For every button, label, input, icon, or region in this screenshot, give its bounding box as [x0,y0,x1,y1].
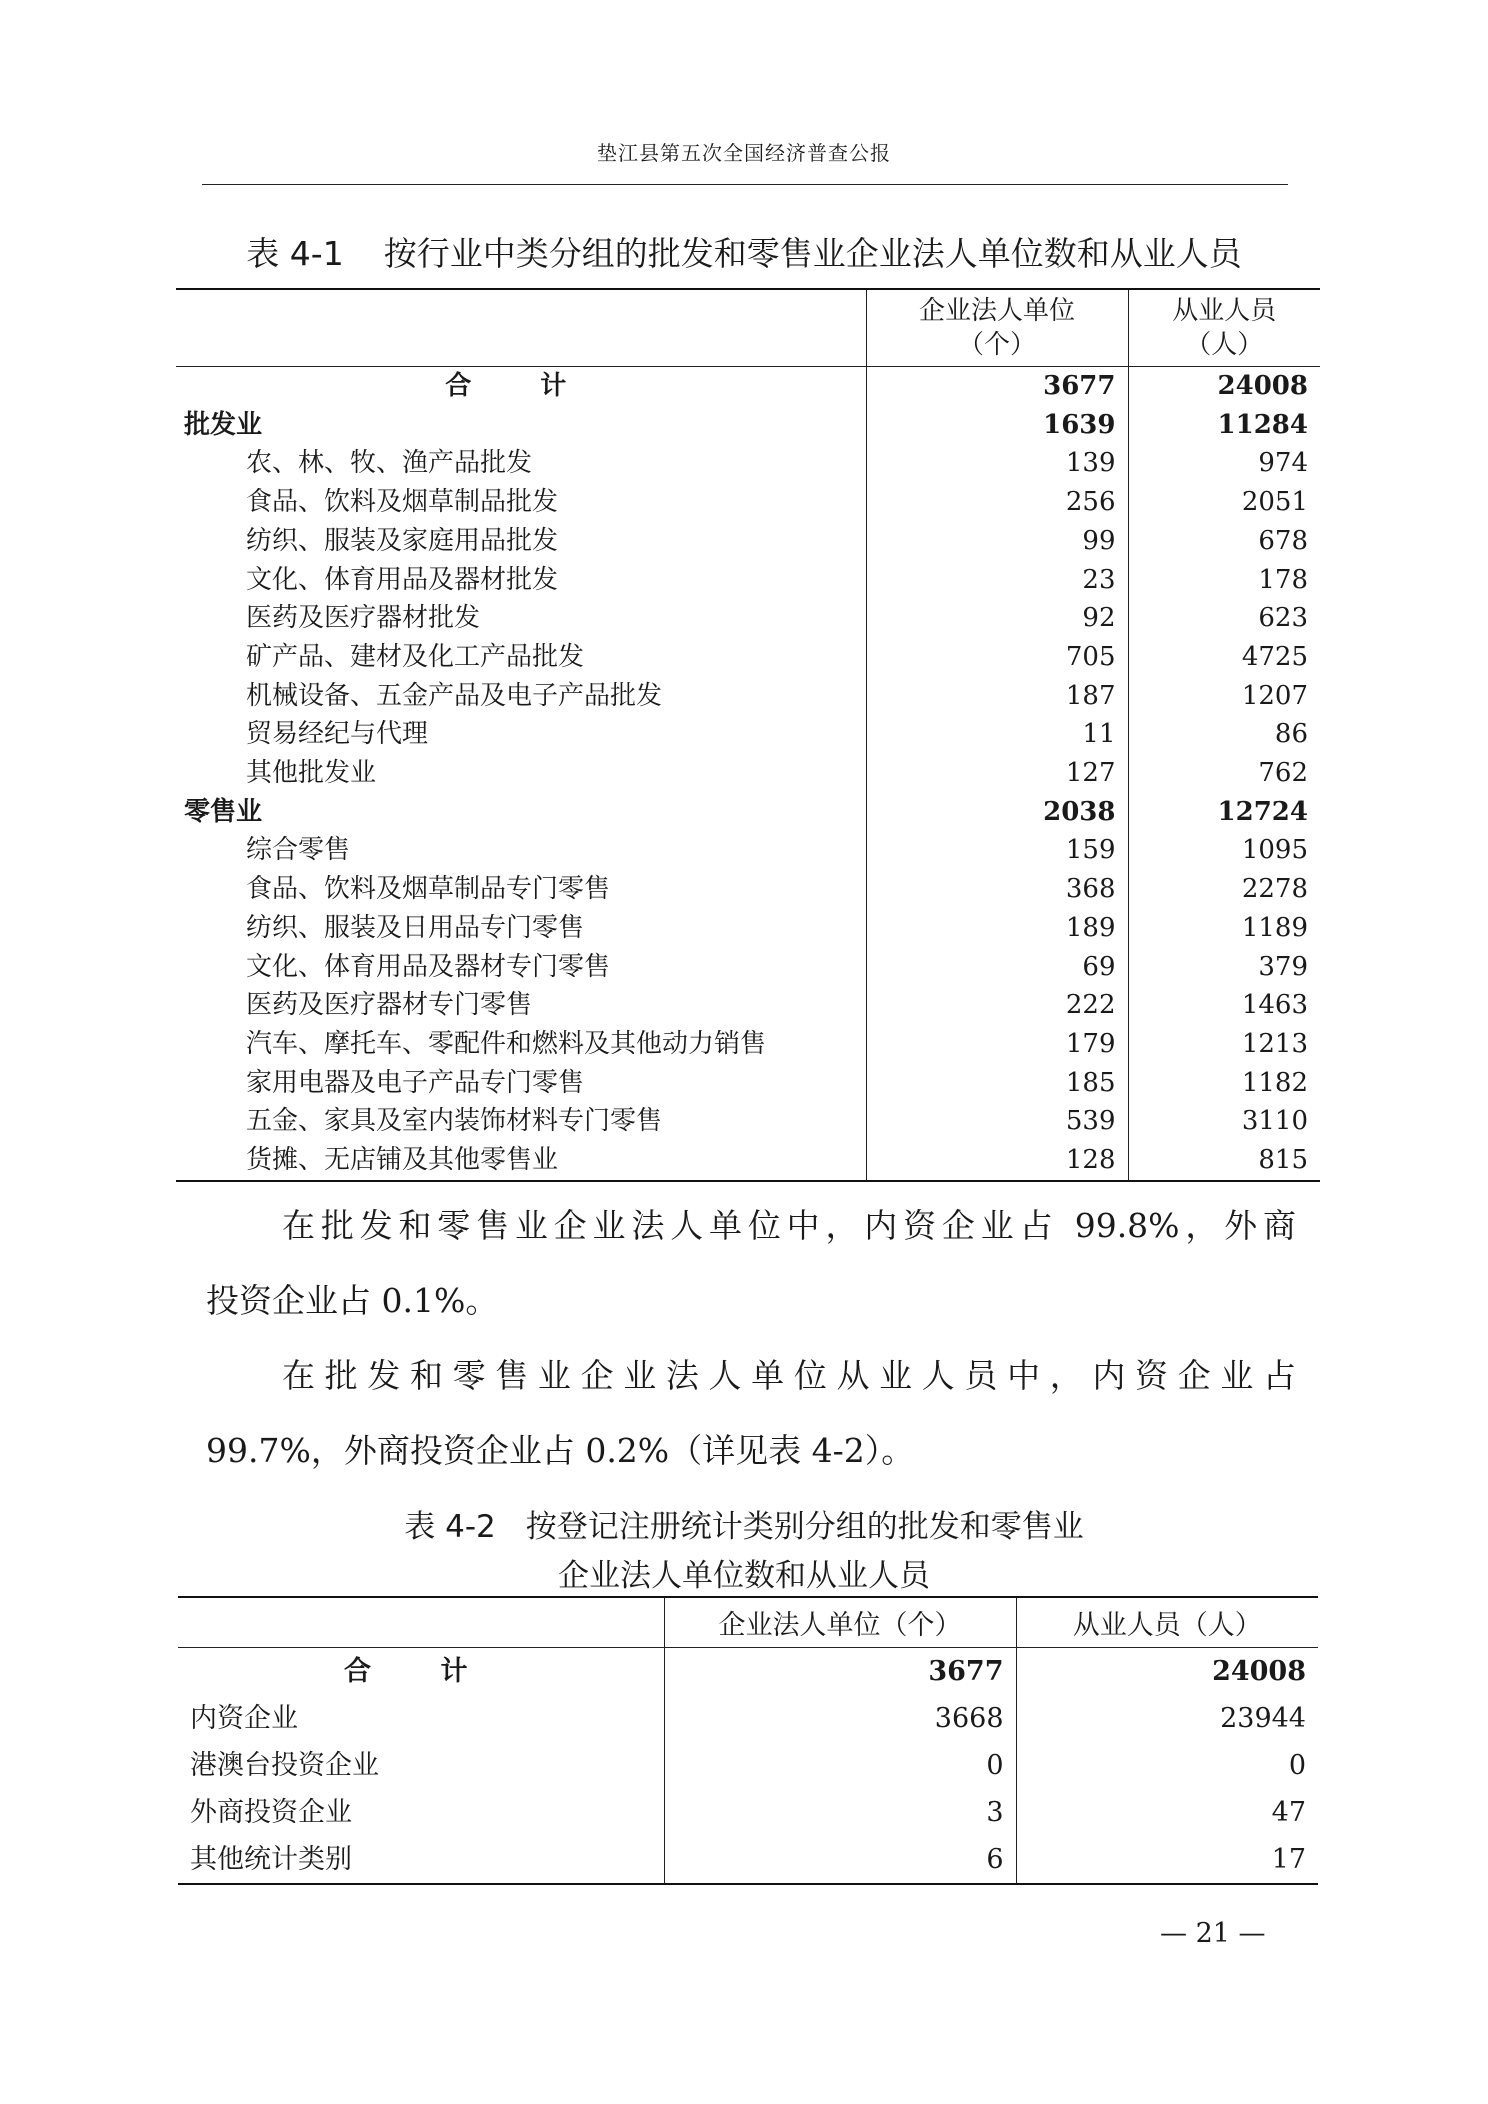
table1-group-row [176,793,1320,832]
row-units: 127 [866,754,1128,793]
table-row [176,909,1320,948]
table-row [176,638,1320,677]
table1-total-persons: 24008 [1217,371,1308,401]
row-persons: 1207 [1241,680,1308,711]
table-row [176,599,1320,638]
table1-group-name: 零售业 [176,793,866,832]
table1-header-persons-line1: 从业人员 [1172,296,1277,326]
table2-total-persons: 24008 [1212,1656,1306,1687]
row-persons: 1189 [1241,912,1308,943]
table-row [176,948,1320,987]
row-units: 11 [866,715,1128,754]
row-persons: 23944 [1220,1703,1306,1734]
table2-title-line1: 按登记注册统计类别分组的批发和零售业 [525,1509,1084,1545]
row-name: 内资企业 [178,1695,664,1742]
table-row [176,986,1320,1025]
row-units: 539 [866,1102,1128,1141]
row-units: 222 [866,986,1128,1025]
row-name: 汽车、摩托车、零配件和燃料及其他动力销售 [176,1025,866,1064]
table2-label: 表 4-2 [404,1509,496,1545]
row-persons: 2278 [1241,874,1308,905]
row-units: 6 [664,1836,1016,1884]
table-row [176,1102,1320,1141]
row-name: 矿产品、建材及化工产品批发 [176,638,866,677]
table-row [178,1742,1318,1789]
row-name: 机械设备、五金产品及电子产品批发 [176,677,866,716]
header-rule [202,184,1288,185]
table1-group-units: 1639 [866,406,1128,445]
row-persons: 2051 [1241,487,1308,518]
row-units: 128 [866,1141,1128,1181]
table2-total-units: 3677 [664,1648,1016,1696]
table1-group-units: 2038 [866,793,1128,832]
row-persons: 815 [1258,1145,1308,1176]
row-persons: 762 [1258,758,1308,789]
row-units: 23 [866,561,1128,600]
row-persons: 86 [1274,719,1308,750]
table-row [176,1141,1320,1181]
row-name: 货摊、无店铺及其他零售业 [176,1141,866,1181]
row-persons: 178 [1258,564,1308,595]
table1-title-text: 按行业中类分组的批发和零售业企业法人单位数和从业人员 [383,234,1242,273]
row-persons: 974 [1258,448,1308,479]
table-row [176,1064,1320,1103]
row-name: 贸易经纪与代理 [176,715,866,754]
row-persons: 0 [1288,1750,1306,1781]
row-persons: 47 [1271,1797,1306,1828]
row-persons: 678 [1258,525,1308,556]
table1-group-row [176,406,1320,445]
table-row [176,715,1320,754]
row-units: 187 [866,677,1128,716]
row-name: 医药及医疗器材批发 [176,599,866,638]
table-row [178,1695,1318,1742]
table1-label: 表 4-1 [246,234,344,273]
table-row [178,1836,1318,1884]
row-name: 纺织、服装及家庭用品批发 [176,522,866,561]
paragraph-2-line1: 在批发和零售业企业法人单位从业人员中，内资企业占 [282,1356,1296,1395]
running-head: 垫江县第五次全国经济普查公报 [597,141,891,165]
table1-total-label: 合 计 [176,367,866,406]
paragraph-1-line1: 在批发和零售业企业法人单位中，内资企业占 99.8%，外商 [282,1206,1296,1245]
table2-header-blank [178,1597,664,1648]
table1-header-units-line1: 企业法人单位 [918,296,1075,326]
table-row [176,522,1320,561]
row-units: 69 [866,948,1128,987]
table1-header-units [866,289,1128,367]
paragraph-2 [206,1356,1296,1471]
table-row [176,831,1320,870]
row-persons: 4725 [1241,641,1308,672]
table1-header-blank [176,289,866,367]
row-units: 99 [866,522,1128,561]
row-name: 其他批发业 [176,754,866,793]
table-row [178,1789,1318,1836]
paragraph-2-line2: 99.7%，外商投资企业占 0.2%（详见表 4-2）。 [206,1431,915,1470]
table1-total-row [176,367,1320,406]
table-row [176,677,1320,716]
table-row [176,444,1320,483]
table-row [176,870,1320,909]
page-number: — 21 — [1160,1918,1266,1949]
table1 [176,288,1320,1182]
row-name: 文化、体育用品及器材批发 [176,561,866,600]
row-name: 家用电器及电子产品专门零售 [176,1064,866,1103]
row-name: 文化、体育用品及器材专门零售 [176,948,866,987]
table1-group-name: 批发业 [176,406,866,445]
row-name: 医药及医疗器材专门零售 [176,986,866,1025]
row-name: 食品、饮料及烟草制品批发 [176,483,866,522]
table-row [176,1025,1320,1064]
row-units: 3 [664,1789,1016,1836]
table2-title-line2: 企业法人单位数和从业人员 [558,1558,930,1594]
row-name: 食品、饮料及烟草制品专门零售 [176,870,866,909]
row-units: 705 [866,638,1128,677]
row-persons: 1463 [1241,990,1308,1021]
row-units: 368 [866,870,1128,909]
table2-title [0,1501,1488,1546]
table1-header-persons-line2: （人） [1185,330,1264,360]
row-units: 189 [866,909,1128,948]
row-persons: 17 [1271,1844,1306,1875]
row-units: 139 [866,444,1128,483]
table2-header-persons: 从业人员（人） [1016,1597,1318,1648]
table-row [176,561,1320,600]
paragraph-1-line2: 投资企业占 0.1%。 [206,1281,499,1320]
table2 [178,1596,1318,1885]
table2-total-label: 合 计 [178,1648,664,1696]
row-persons: 1213 [1241,1028,1308,1059]
paragraph-1 [206,1206,1296,1321]
table1-group-persons: 11284 [1217,409,1308,440]
row-persons: 3110 [1241,1106,1308,1137]
row-name: 纺织、服装及日用品专门零售 [176,909,866,948]
row-units: 179 [866,1025,1128,1064]
table1-header-persons [1128,289,1320,367]
row-units: 256 [866,483,1128,522]
row-name: 外商投资企业 [178,1789,664,1836]
table1-total-units: 3677 [866,367,1128,406]
table2-header-units: 企业法人单位（个） [664,1597,1016,1648]
row-units: 3668 [664,1695,1016,1742]
table2-header-row [178,1597,1318,1648]
row-persons: 1095 [1241,835,1308,866]
row-name: 综合零售 [176,831,866,870]
row-units: 92 [866,599,1128,638]
row-name: 其他统计类别 [178,1836,664,1884]
table-row [176,754,1320,793]
row-name: 农、林、牧、渔产品批发 [176,444,866,483]
table1-group-persons: 12724 [1217,796,1308,827]
table2-total-row [178,1648,1318,1696]
row-units: 159 [866,831,1128,870]
row-units: 0 [664,1742,1016,1789]
table-row [176,483,1320,522]
row-persons: 623 [1258,603,1308,634]
row-name: 港澳台投资企业 [178,1742,664,1789]
table1-header-units-line2: （个） [957,330,1036,360]
table1-header-row [176,289,1320,367]
table1-title [0,228,1488,275]
row-name: 五金、家具及室内装饰材料专门零售 [176,1102,866,1141]
row-units: 185 [866,1064,1128,1103]
row-persons: 379 [1258,951,1308,982]
row-persons: 1182 [1241,1067,1308,1098]
